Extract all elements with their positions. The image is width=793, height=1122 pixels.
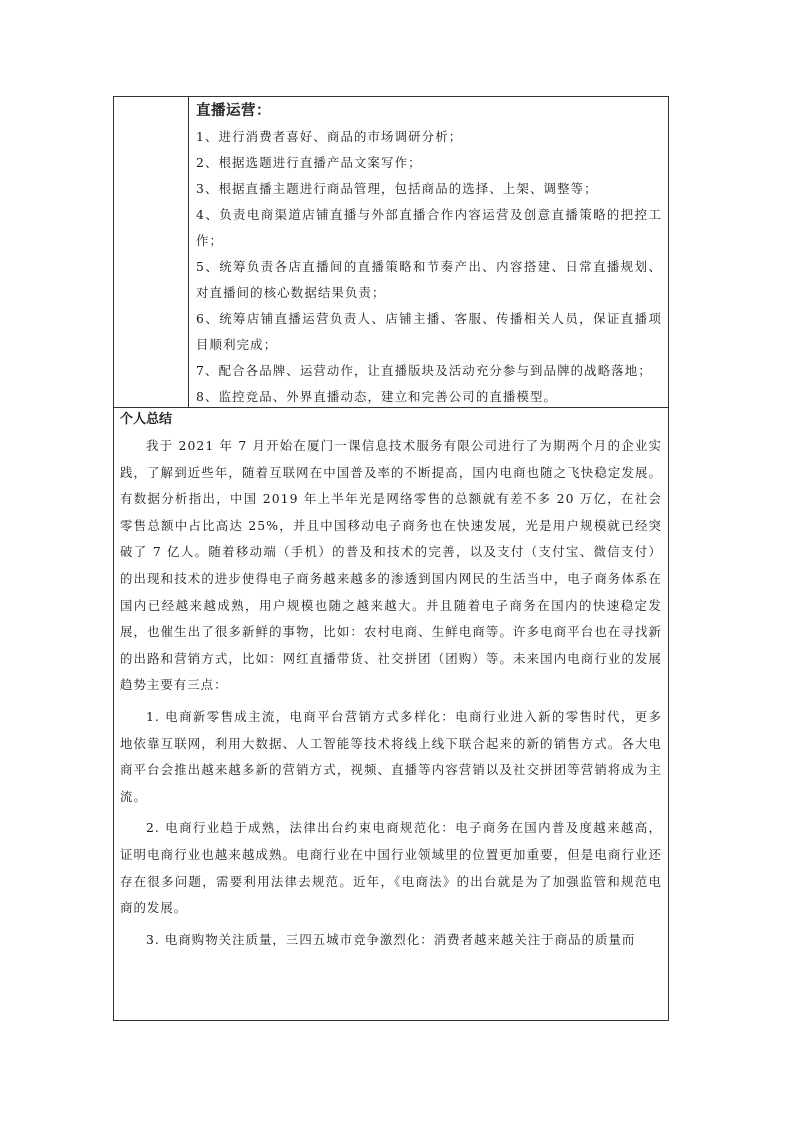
live-ops-cell [189, 97, 668, 407]
live-ops-item-1: 1、进行消费者喜好、商品的市场调研分析； [196, 129, 463, 144]
live-ops-item-8: 8、监控竞品、外界直播动态，建立和完善公司的直播模型。 [196, 389, 558, 404]
live-ops-heading: 直播运营： [196, 103, 271, 119]
row-label-cell [114, 97, 189, 407]
live-ops-item-3: 3、根据直播主题进行商品管理，包括商品的选择、上架、调整等； [196, 181, 598, 196]
live-ops-item-4: 4、负责电商渠道店铺直播与外部直播合作内容运营及创意直播策略的把控工作； [196, 207, 662, 248]
live-ops-item-2: 2、根据选题进行直播产品文案写作； [196, 155, 422, 170]
live-ops-item-5: 5、统筹负责各店直播间的直播策略和节奏产出、内容搭建、日常直播规划、对直播间的核心数据结果负责； [196, 259, 662, 300]
live-ops-item-7: 7、配合各品牌、运营动作，让直播版块及活动充分参与到品牌的战略落地； [196, 363, 652, 378]
summary-paragraph-trend-1: 1. 电商新零售成主流，电商平台营销方式多样化：电商行业进入新的零售时代，更多地依靠互联网，利用大数据、人工智能等技术将线上线下联合起来的新的销售方式。各大电商平台会推出越来越多新的营销方式，视频、直播等内容营销以及社交拼团等营销将成为主流。 [120, 708, 662, 804]
summary-title: 个人总结 [120, 412, 173, 427]
summary-paragraph-trend-3: 3. 电商购物关注质量，三四五城市竞争激烈化：消费者越来越关注于商品的质量而 [146, 931, 636, 947]
summary-row [114, 408, 668, 1020]
live-ops-item-6: 6、统筹店铺直播运营负责人、店铺主播、客服、传播相关人员，保证直播项目顺利完成； [196, 311, 662, 352]
live-ops-row [114, 97, 668, 408]
document-table [113, 96, 669, 1021]
summary-paragraph-trend-2: 2. 电商行业趋于成熟，法律出台约束电商规范化：电子商务在国内普及度越来越高，证明电商行业也越来越成熟。电商行业在中国行业领域里的位置更加重要，但是电商行业还存在很多问题，需要利用法律去规范。近年，《电商法》的出台就是为了加强监管和规范电商的发展。 [120, 820, 662, 916]
summary-paragraph-intro: 我于 2021 年 7 月开始在厦门一课信息技术服务有限公司进行了为期两个月的企业实践，了解到近些年，随着互联网在中国普及率的不断提高，国内电商也随之飞快稳定发展。有数据分析指出，中国 2019 年上半年光是网络零售的总额就有差不多 20 万亿，在社会零售总额中占比高达 25%，并且中国移动电子商务也在快速发展，光是用户规模就已经突破了 7 亿人。随着移动端（手机）的普及和技术的完善，以及支付（支付宝、微信支付）的出现和技术的进步使得电子商务越来越多的渗透到国内网民的生活当中，电子商务体系在国内已经越来越成熟，用户规模也随之越来越大。并且随着电子商务在国内的快速稳定发展，也催生出了很多新鲜的事物，比如：农村电商、生鲜电商等。许多电商平台也在寻找新的出路和营销方式，比如：网红直播带货、社交拼团（团购）等。未来国内电商行业的发展趋势主要有三点： [120, 438, 662, 693]
